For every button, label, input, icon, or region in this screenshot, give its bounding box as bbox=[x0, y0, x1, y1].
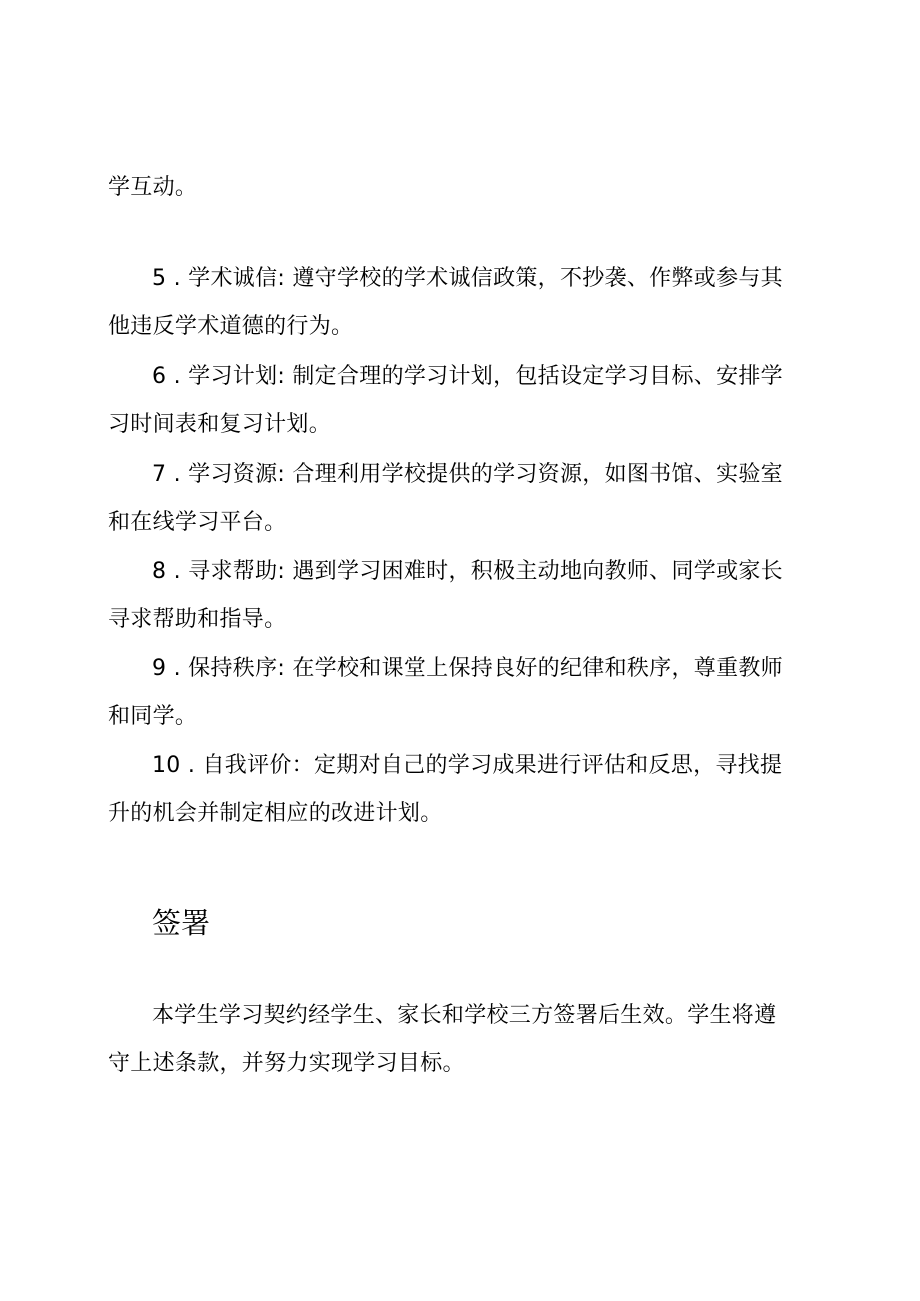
item-5-line-2: 他违反学术道德的行为。 bbox=[108, 314, 354, 339]
item-9-line-1: 9 . 保持秩序: 在学校和课堂上保持良好的纪律和秩序，尊重教师 bbox=[152, 656, 783, 681]
item-6-line-1: 6 . 学习计划: 制定合理的学习计划，包括设定学习目标、安排学 bbox=[152, 364, 783, 389]
item-10-line-1: 10 . 自我评价：定期对自己的学习成果进行评估和反思，寻找提 bbox=[152, 753, 783, 778]
item-5-line-1: 5 . 学术诚信: 遵守学校的学术诚信政策，不抄袭、作弊或参与其 bbox=[152, 266, 783, 291]
signature-paragraph-line-2: 守上述条款，并努力实现学习目标。 bbox=[108, 1051, 465, 1076]
item-9-line-2: 和同学。 bbox=[108, 704, 198, 729]
item-10-line-2: 升的机会并制定相应的改进计划。 bbox=[108, 801, 443, 826]
item-7-line-2: 和在线学习平台。 bbox=[108, 510, 287, 535]
item-6-line-2: 习时间表和复习计划。 bbox=[108, 412, 332, 437]
section-heading-signature: 签署 bbox=[152, 906, 211, 940]
item-8-line-1: 8 . 寻求帮助: 遇到学习困难时，积极主动地向教师、同学或家长 bbox=[152, 559, 783, 584]
continuation-text: 学互动。 bbox=[108, 175, 198, 200]
item-8-line-2: 寻求帮助和指导。 bbox=[108, 607, 287, 632]
signature-paragraph-line-1: 本学生学习契约经学生、家长和学校三方签署后生效。学生将遵 bbox=[152, 1003, 777, 1028]
item-7-line-1: 7 . 学习资源: 合理利用学校提供的学习资源，如图书馆、实验室 bbox=[152, 462, 783, 487]
